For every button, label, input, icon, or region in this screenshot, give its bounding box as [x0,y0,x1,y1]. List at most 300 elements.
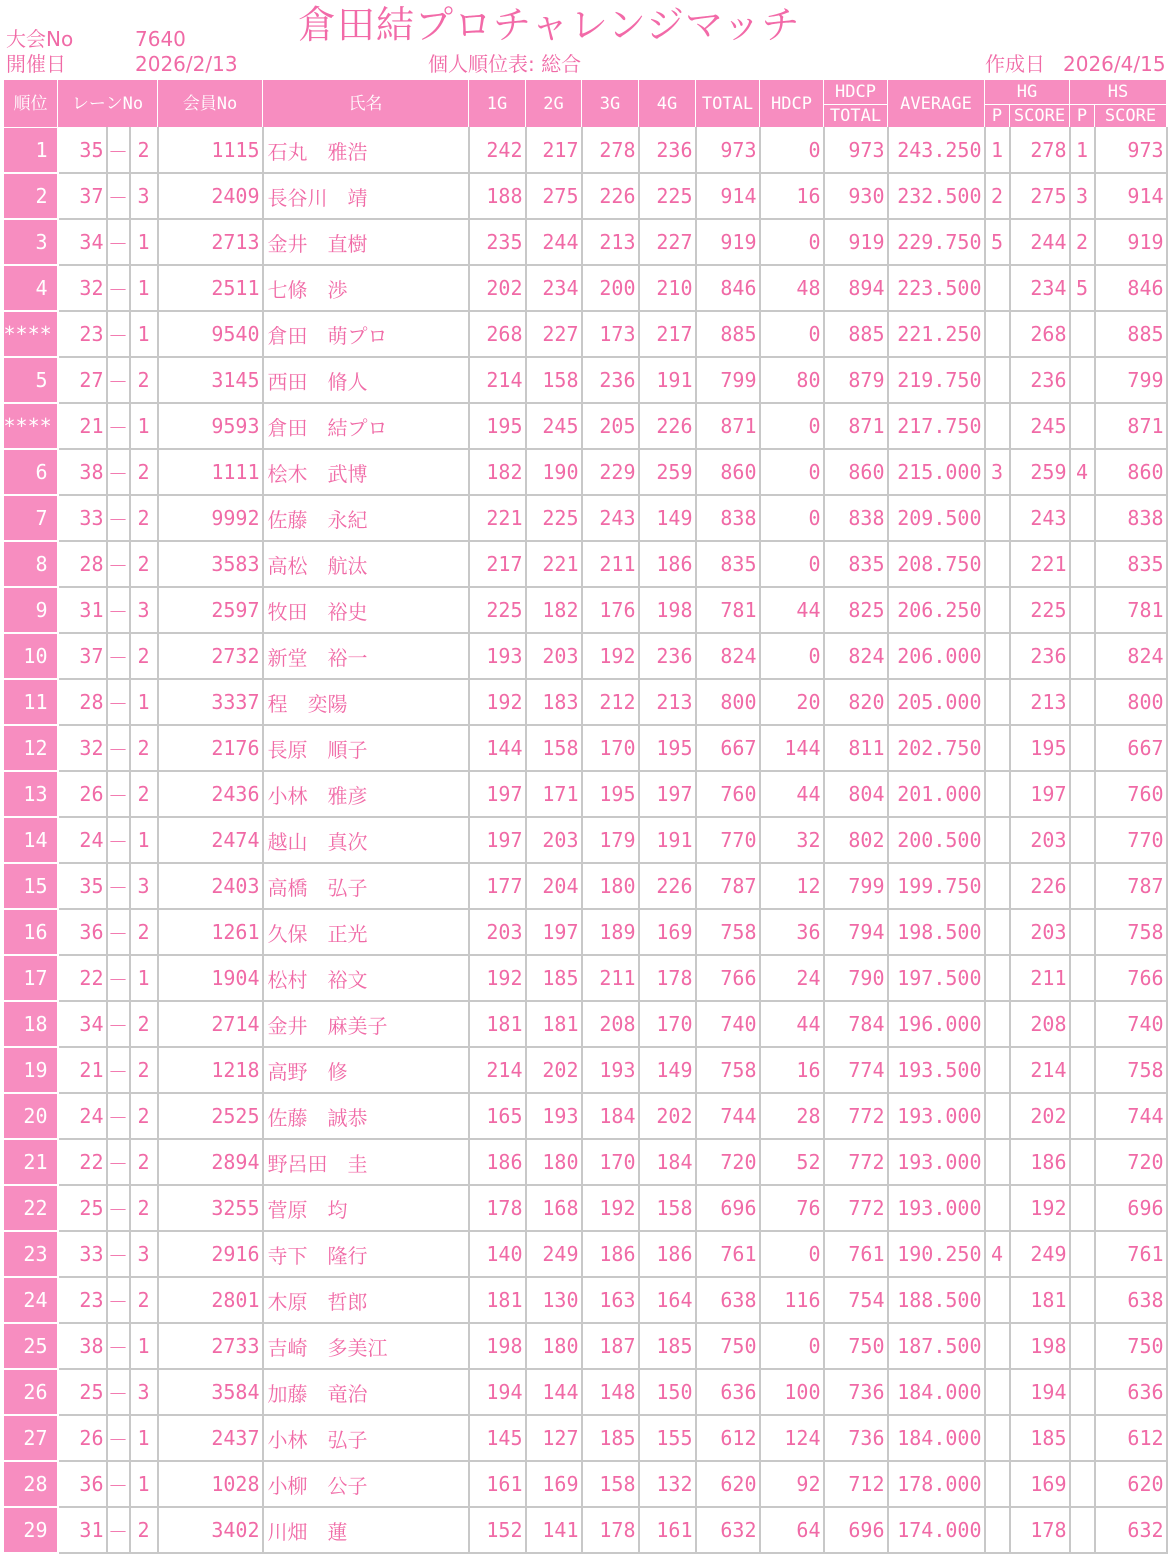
seat-cell: 2 [130,633,158,679]
hdcp-cell: 0 [760,311,824,357]
table-row [4,1277,1167,1323]
member-no-cell: 1028 [158,1461,263,1507]
hs-place-cell [1070,1001,1095,1047]
lane-separator: － [107,1415,130,1461]
hg-score-cell: 178 [1010,1507,1070,1553]
total-cell: 696 [696,1185,760,1231]
game2-cell: 130 [526,1277,582,1323]
total-cell: 914 [696,173,760,219]
game1-cell: 144 [469,725,526,771]
hs-score-cell: 758 [1095,909,1167,955]
game2-cell: 181 [526,1001,582,1047]
player-name-cell: 倉田 萌プロ [263,311,469,357]
hdcp-total-cell: 790 [824,955,888,1001]
hdcp-cell: 0 [760,128,824,174]
game2-cell: 204 [526,863,582,909]
game3-cell: 158 [582,1461,639,1507]
seat-cell: 1 [130,817,158,863]
total-cell: 750 [696,1323,760,1369]
seat-cell: 3 [130,1231,158,1277]
total-cell: 720 [696,1139,760,1185]
col-hdcp-total-line1: HDCP [824,80,888,105]
hs-place-cell [1070,909,1095,955]
game2-cell: 221 [526,541,582,587]
player-name-cell: 金井 直樹 [263,219,469,265]
hg-place-cell: 4 [985,1231,1010,1277]
member-no-cell: 2436 [158,771,263,817]
hs-score-cell: 744 [1095,1093,1167,1139]
hg-place-cell: 1 [985,128,1010,174]
average-cell: 196.000 [888,1001,985,1047]
hdcp-total-cell: 761 [824,1231,888,1277]
hs-score-cell: 758 [1095,1047,1167,1093]
lane-cell: 28 [58,679,107,725]
player-name-cell: 久保 正光 [263,909,469,955]
hdcp-total-cell: 825 [824,587,888,633]
hdcp-total-cell: 838 [824,495,888,541]
seat-cell: 2 [130,909,158,955]
hg-place-cell [985,1415,1010,1461]
hs-score-cell: 750 [1095,1323,1167,1369]
game1-cell: 242 [469,128,526,174]
hs-place-cell: 2 [1070,219,1095,265]
game1-cell: 152 [469,1507,526,1553]
hg-place-cell [985,495,1010,541]
hdcp-cell: 80 [760,357,824,403]
game2-cell: 127 [526,1415,582,1461]
total-cell: 787 [696,863,760,909]
hdcp-cell: 16 [760,173,824,219]
hg-place-cell [985,1323,1010,1369]
average-cell: 223.500 [888,265,985,311]
player-name-cell: 七條 渉 [263,265,469,311]
hg-score-cell: 169 [1010,1461,1070,1507]
hs-place-cell [1070,1231,1095,1277]
hdcp-total-cell: 973 [824,128,888,174]
table-row [4,955,1167,1001]
game4-cell: 259 [639,449,696,495]
hdcp-cell: 0 [760,633,824,679]
game3-cell: 226 [582,173,639,219]
hg-score-cell: 221 [1010,541,1070,587]
game1-cell: 192 [469,955,526,1001]
lane-separator: － [107,1047,130,1093]
hs-place-cell [1070,1323,1095,1369]
game2-cell: 244 [526,219,582,265]
game1-cell: 235 [469,219,526,265]
lane-separator: － [107,219,130,265]
lane-cell: 23 [58,311,107,357]
hg-place-cell [985,1185,1010,1231]
hs-place-cell [1070,357,1095,403]
average-cell: 208.750 [888,541,985,587]
player-name-cell: 加藤 竜治 [263,1369,469,1415]
game3-cell: 187 [582,1323,639,1369]
total-cell: 740 [696,1001,760,1047]
lane-cell: 35 [58,863,107,909]
member-no-cell: 2733 [158,1323,263,1369]
lane-cell: 32 [58,725,107,771]
hg-score-cell: 202 [1010,1093,1070,1139]
hs-score-cell: 835 [1095,541,1167,587]
hs-place-cell: 5 [1070,265,1095,311]
player-name-cell: 松村 裕文 [263,955,469,1001]
game2-cell: 158 [526,725,582,771]
game2-cell: 169 [526,1461,582,1507]
total-cell: 824 [696,633,760,679]
seat-cell: 1 [130,1461,158,1507]
rank-cell: 19 [4,1047,58,1093]
lane-separator: － [107,1507,130,1553]
game4-cell: 195 [639,725,696,771]
total-cell: 632 [696,1507,760,1553]
game3-cell: 176 [582,587,639,633]
lane-separator: － [107,449,130,495]
rank-cell: 4 [4,265,58,311]
game3-cell: 186 [582,1231,639,1277]
game3-cell: 163 [582,1277,639,1323]
lane-separator: － [107,1001,130,1047]
member-no-cell: 1115 [158,128,263,174]
lane-separator: － [107,817,130,863]
hdcp-cell: 64 [760,1507,824,1553]
page-title: 倉田結プロチャレンジマッチ [298,3,801,47]
hg-place-cell [985,633,1010,679]
lane-separator: － [107,495,130,541]
rank-cell: 1 [4,128,58,174]
total-cell: 758 [696,1047,760,1093]
game3-cell: 193 [582,1047,639,1093]
lane-separator: － [107,633,130,679]
member-no-cell: 1111 [158,449,263,495]
table-row [4,1047,1167,1093]
hg-score-cell: 236 [1010,633,1070,679]
hg-place-cell [985,311,1010,357]
average-cell: 221.250 [888,311,985,357]
event-date: 2026/2/13 [135,52,238,76]
table-row [4,1507,1167,1553]
lane-separator: － [107,1461,130,1507]
hg-place-cell: 3 [985,449,1010,495]
game2-cell: 275 [526,173,582,219]
hg-score-cell: 181 [1010,1277,1070,1323]
hdcp-cell: 48 [760,265,824,311]
hdcp-total-cell: 879 [824,357,888,403]
average-cell: 209.500 [888,495,985,541]
average-cell: 202.750 [888,725,985,771]
lane-cell: 36 [58,909,107,955]
total-cell: 799 [696,357,760,403]
game1-cell: 268 [469,311,526,357]
member-no-cell: 3145 [158,357,263,403]
lane-cell: 32 [58,265,107,311]
average-cell: 215.000 [888,449,985,495]
game3-cell: 212 [582,679,639,725]
hg-place-cell [985,909,1010,955]
game2-cell: 158 [526,357,582,403]
player-name-cell: 新堂 裕一 [263,633,469,679]
game2-cell: 180 [526,1323,582,1369]
game3-cell: 211 [582,955,639,1001]
hdcp-total-cell: 712 [824,1461,888,1507]
hg-place-cell: 5 [985,219,1010,265]
table-row [4,495,1167,541]
hdcp-total-cell: 772 [824,1093,888,1139]
rank-cell: 10 [4,633,58,679]
average-cell: 205.000 [888,679,985,725]
seat-cell: 2 [130,357,158,403]
seat-cell: 2 [130,449,158,495]
player-name-cell: 吉崎 多美江 [263,1323,469,1369]
game2-cell: 171 [526,771,582,817]
game4-cell: 169 [639,909,696,955]
hs-score-cell: 620 [1095,1461,1167,1507]
lane-separator: － [107,725,130,771]
hdcp-total-cell: 802 [824,817,888,863]
hs-place-cell [1070,955,1095,1001]
lane-separator: － [107,1093,130,1139]
player-name-cell: 佐藤 永紀 [263,495,469,541]
member-no-cell: 2801 [158,1277,263,1323]
hs-score-cell: 799 [1095,357,1167,403]
average-cell: 193.500 [888,1047,985,1093]
game4-cell: 184 [639,1139,696,1185]
game4-cell: 158 [639,1185,696,1231]
hs-score-cell: 638 [1095,1277,1167,1323]
hs-score-cell: 860 [1095,449,1167,495]
table-row [4,909,1167,955]
average-cell: 229.750 [888,219,985,265]
col-2g: 2G [526,80,582,128]
game1-cell: 186 [469,1139,526,1185]
lane-cell: 33 [58,495,107,541]
game4-cell: 149 [639,495,696,541]
total-cell: 760 [696,771,760,817]
hs-place-cell: 1 [1070,128,1095,174]
col-4g: 4G [639,80,696,128]
player-name-cell: 桧木 武博 [263,449,469,495]
member-no-cell: 2511 [158,265,263,311]
rank-cell: 17 [4,955,58,1001]
game2-cell: 203 [526,817,582,863]
game3-cell: 229 [582,449,639,495]
seat-cell: 2 [130,1185,158,1231]
seat-cell: 2 [130,541,158,587]
member-no-cell: 2176 [158,725,263,771]
rank-cell: 16 [4,909,58,955]
hdcp-total-cell: 772 [824,1139,888,1185]
hs-score-cell: 766 [1095,955,1167,1001]
player-name-cell: 野呂田 圭 [263,1139,469,1185]
hg-score-cell: 195 [1010,725,1070,771]
hdcp-total-cell: 794 [824,909,888,955]
hs-score-cell: 720 [1095,1139,1167,1185]
lane-separator: － [107,311,130,357]
hs-place-cell [1070,495,1095,541]
lane-separator: － [107,1139,130,1185]
table-row [4,1139,1167,1185]
hg-place-cell [985,817,1010,863]
seat-cell: 2 [130,128,158,174]
game2-cell: 245 [526,403,582,449]
hdcp-total-cell: 804 [824,771,888,817]
game2-cell: 183 [526,679,582,725]
average-cell: 219.750 [888,357,985,403]
total-cell: 744 [696,1093,760,1139]
average-cell: 199.750 [888,863,985,909]
rank-cell: 20 [4,1093,58,1139]
rank-cell: 11 [4,679,58,725]
member-no-cell: 1904 [158,955,263,1001]
hs-score-cell: 919 [1095,219,1167,265]
average-cell: 187.500 [888,1323,985,1369]
hs-place-cell [1070,541,1095,587]
hdcp-total-cell: 754 [824,1277,888,1323]
hdcp-total-cell: 930 [824,173,888,219]
game2-cell: 182 [526,587,582,633]
hg-place-cell [985,1093,1010,1139]
hdcp-cell: 116 [760,1277,824,1323]
member-no-cell: 2732 [158,633,263,679]
game1-cell: 197 [469,817,526,863]
game2-cell: 197 [526,909,582,955]
col-average: AVERAGE [888,80,985,128]
member-no-cell: 2597 [158,587,263,633]
hg-score-cell: 236 [1010,357,1070,403]
game1-cell: 181 [469,1001,526,1047]
hg-place-cell [985,1047,1010,1093]
seat-cell: 1 [130,219,158,265]
member-no-cell: 2713 [158,219,263,265]
lane-separator: － [107,1277,130,1323]
hs-score-cell: 760 [1095,771,1167,817]
hdcp-cell: 0 [760,1231,824,1277]
total-cell: 758 [696,909,760,955]
seat-cell: 1 [130,311,158,357]
average-cell: 206.000 [888,633,985,679]
lane-separator: － [107,357,130,403]
hs-score-cell: 740 [1095,1001,1167,1047]
average-cell: 197.500 [888,955,985,1001]
col-member: 会員No [158,80,263,128]
hdcp-cell: 0 [760,541,824,587]
total-cell: 761 [696,1231,760,1277]
hg-score-cell: 259 [1010,449,1070,495]
hg-score-cell: 243 [1010,495,1070,541]
rank-cell: 15 [4,863,58,909]
col-lane: レーンNo [58,80,158,128]
game3-cell: 173 [582,311,639,357]
hs-score-cell: 667 [1095,725,1167,771]
game1-cell: 198 [469,1323,526,1369]
hg-score-cell: 226 [1010,863,1070,909]
seat-cell: 3 [130,587,158,633]
table-row [4,863,1167,909]
hs-score-cell: 973 [1095,128,1167,174]
game1-cell: 195 [469,403,526,449]
lane-separator: － [107,679,130,725]
hdcp-total-cell: 736 [824,1415,888,1461]
hdcp-cell: 92 [760,1461,824,1507]
player-name-cell: 長原 順子 [263,725,469,771]
game4-cell: 198 [639,587,696,633]
hdcp-cell: 144 [760,725,824,771]
game2-cell: 217 [526,128,582,174]
total-cell: 871 [696,403,760,449]
lane-cell: 33 [58,1231,107,1277]
lane-separator: － [107,955,130,1001]
hdcp-total-cell: 860 [824,449,888,495]
hg-place-cell: 2 [985,173,1010,219]
player-name-cell: 牧田 裕史 [263,587,469,633]
game3-cell: 205 [582,403,639,449]
average-cell: 193.000 [888,1185,985,1231]
hdcp-total-cell: 696 [824,1507,888,1553]
player-name-cell: 越山 真次 [263,817,469,863]
member-no-cell: 2894 [158,1139,263,1185]
game2-cell: 144 [526,1369,582,1415]
hdcp-total-cell: 774 [824,1047,888,1093]
hdcp-cell: 16 [760,1047,824,1093]
game1-cell: 140 [469,1231,526,1277]
player-name-cell: 菅原 均 [263,1185,469,1231]
player-name-cell: 石丸 雅浩 [263,128,469,174]
hdcp-cell: 36 [760,909,824,955]
hg-score-cell: 234 [1010,265,1070,311]
hdcp-total-cell: 820 [824,679,888,725]
rank-cell: 14 [4,817,58,863]
game3-cell: 243 [582,495,639,541]
rank-cell: 13 [4,771,58,817]
hg-place-cell [985,1461,1010,1507]
player-name-cell: 長谷川 靖 [263,173,469,219]
hg-place-cell [985,265,1010,311]
player-name-cell: 小林 弘子 [263,1415,469,1461]
tournament-no-label: 大会No [6,27,74,51]
seat-cell: 2 [130,1139,158,1185]
member-no-cell: 1218 [158,1047,263,1093]
table-row [4,1415,1167,1461]
total-cell: 800 [696,679,760,725]
player-name-cell: 倉田 結プロ [263,403,469,449]
table-row [4,173,1167,219]
game3-cell: 189 [582,909,639,955]
player-name-cell: 金井 麻美子 [263,1001,469,1047]
rank-cell: 25 [4,1323,58,1369]
player-name-cell: 木原 哲郎 [263,1277,469,1323]
game2-cell: 249 [526,1231,582,1277]
rank-cell: 18 [4,1001,58,1047]
member-no-cell: 9540 [158,311,263,357]
seat-cell: 1 [130,265,158,311]
game2-cell: 225 [526,495,582,541]
lane-cell: 31 [58,587,107,633]
col-hs-score: SCORE [1095,105,1167,128]
table-row [4,679,1167,725]
hg-place-cell [985,403,1010,449]
average-cell: 206.250 [888,587,985,633]
member-no-cell: 9992 [158,495,263,541]
game3-cell: 208 [582,1001,639,1047]
table-row [4,1461,1167,1507]
game1-cell: 145 [469,1415,526,1461]
table-row [4,541,1167,587]
hdcp-cell: 0 [760,1323,824,1369]
game1-cell: 161 [469,1461,526,1507]
col-name: 氏名 [263,80,469,128]
hs-score-cell: 632 [1095,1507,1167,1553]
col-total: TOTAL [696,80,760,128]
